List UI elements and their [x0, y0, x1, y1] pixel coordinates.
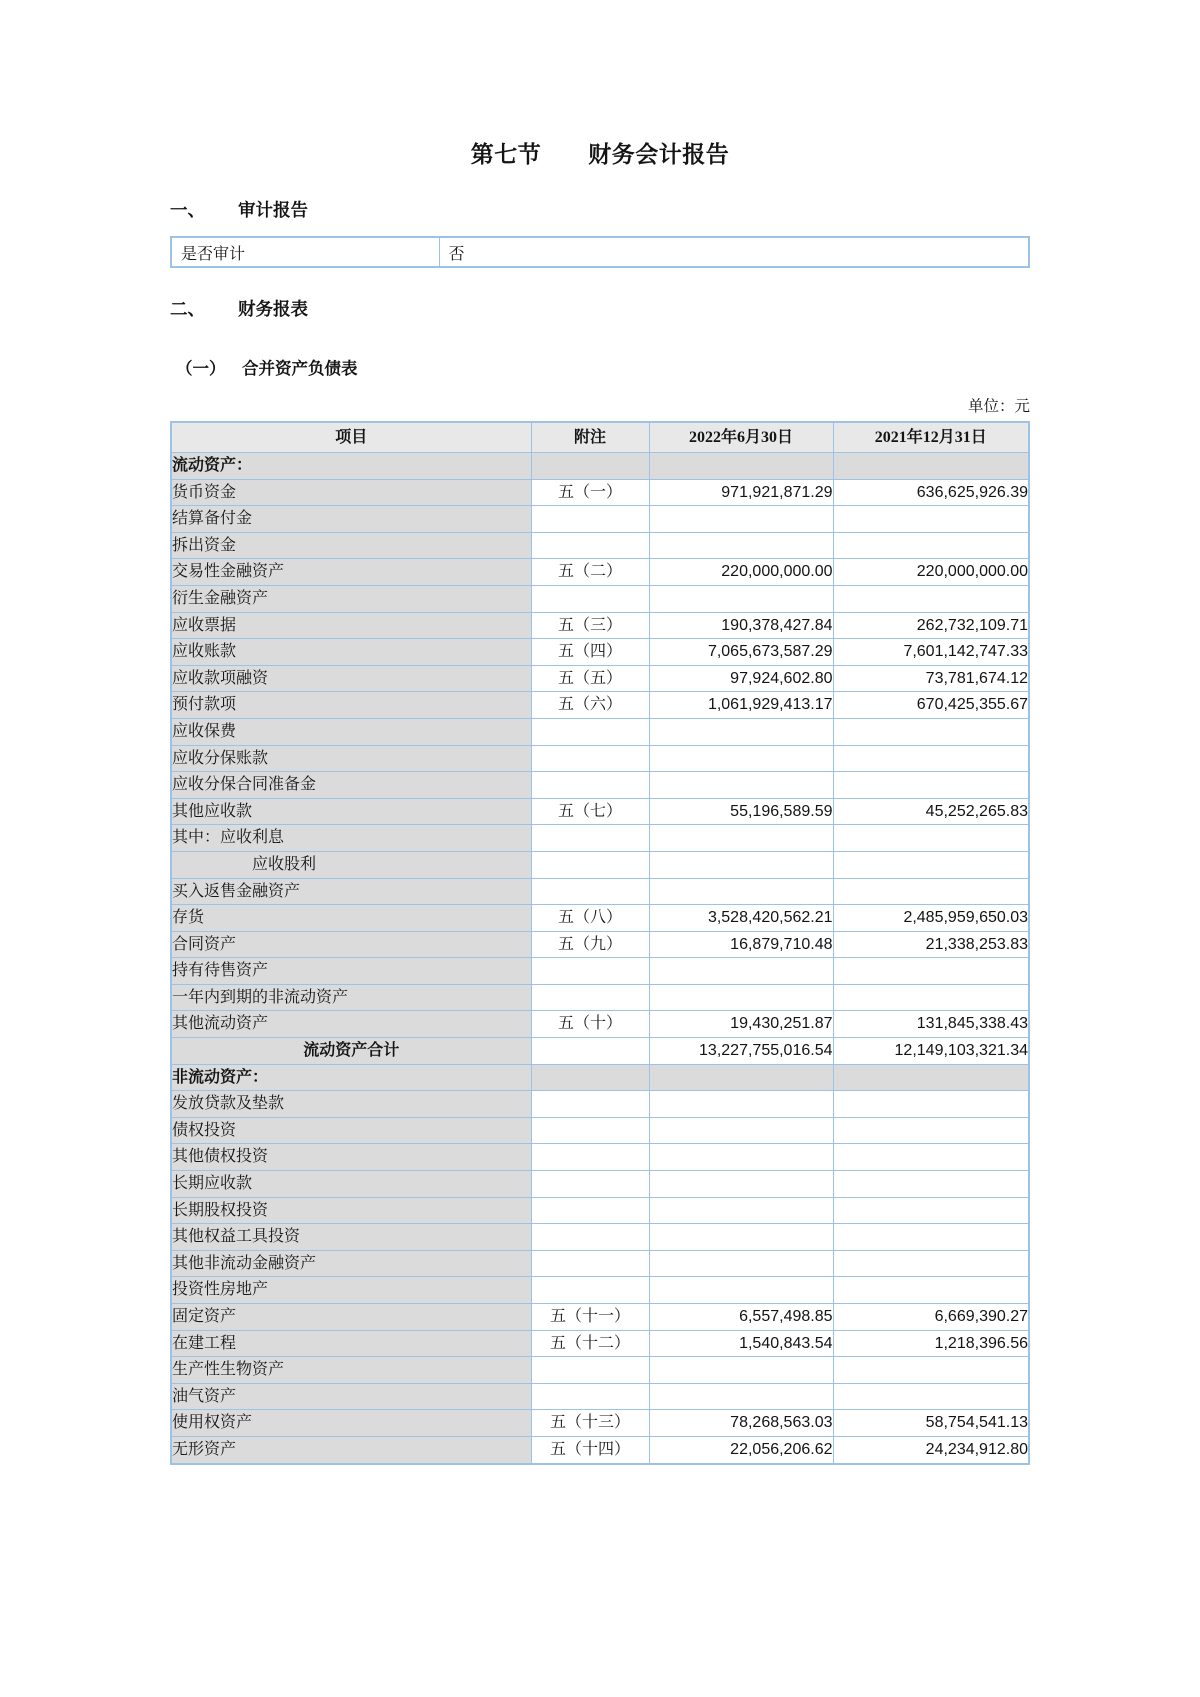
table-row: [171, 745, 1029, 772]
value-2021-cell: 21,338,253.83: [833, 931, 1029, 958]
note-cell: 五（三）: [531, 612, 649, 639]
value-2022-cell: [649, 1357, 833, 1384]
item-cell: 货币资金: [171, 479, 531, 506]
value-2021-cell: 73,781,674.12: [833, 665, 1029, 692]
value-2021-cell: 24,234,912.80: [833, 1436, 1029, 1463]
note-cell: [531, 772, 649, 799]
note-cell: [531, 1383, 649, 1410]
table-row: [171, 692, 1029, 719]
note-cell: 五（九）: [531, 931, 649, 958]
item-cell: 长期应收款: [171, 1171, 531, 1198]
balance-sheet-number: （一）: [176, 359, 226, 378]
table-row: [171, 1224, 1029, 1251]
item-cell: 存货: [171, 905, 531, 932]
note-cell: [531, 718, 649, 745]
note-cell: [531, 453, 649, 480]
note-cell: 五（五）: [531, 665, 649, 692]
value-2022-cell: [649, 585, 833, 612]
table-row: [171, 984, 1029, 1011]
table-row: [171, 1304, 1029, 1331]
value-2021-cell: 670,425,355.67: [833, 692, 1029, 719]
table-row: [171, 1064, 1029, 1091]
note-cell: [531, 1357, 649, 1384]
table-row: [171, 665, 1029, 692]
column-header: 2022年6月30日: [649, 422, 833, 453]
value-2022-cell: [649, 878, 833, 905]
note-cell: [531, 851, 649, 878]
table-row: [171, 958, 1029, 985]
value-2021-cell: 45,252,265.83: [833, 798, 1029, 825]
table-row: [171, 1357, 1029, 1384]
table-row: [171, 1011, 1029, 1038]
note-cell: 五（二）: [531, 559, 649, 586]
audit-answer-cell: 否: [439, 237, 1029, 267]
note-cell: [531, 585, 649, 612]
value-2022-cell: [649, 984, 833, 1011]
value-2021-cell: [833, 958, 1029, 985]
table-row: [171, 639, 1029, 666]
note-cell: [531, 984, 649, 1011]
value-2022-cell: [649, 1250, 833, 1277]
note-cell: [531, 532, 649, 559]
value-2021-cell: 7,601,142,747.33: [833, 639, 1029, 666]
balance-sheet-table: [170, 421, 1030, 1465]
note-cell: [531, 1144, 649, 1171]
note-cell: [531, 1197, 649, 1224]
note-cell: [531, 745, 649, 772]
item-cell: 发放贷款及垫款: [171, 1091, 531, 1118]
note-cell: 五（十三）: [531, 1410, 649, 1437]
item-cell: 持有待售资产: [171, 958, 531, 985]
item-cell: 其他应收款: [171, 798, 531, 825]
value-2021-cell: 2,485,959,650.03: [833, 905, 1029, 932]
value-2022-cell: [649, 772, 833, 799]
value-2022-cell: 190,378,427.84: [649, 612, 833, 639]
note-cell: 五（一）: [531, 479, 649, 506]
table-row: [171, 1091, 1029, 1118]
value-2021-cell: 12,149,103,321.34: [833, 1038, 1029, 1065]
value-2021-cell: [833, 1117, 1029, 1144]
balance-sheet-heading: [170, 355, 1030, 379]
note-cell: 五（四）: [531, 639, 649, 666]
note-cell: 五（十一）: [531, 1304, 649, 1331]
note-cell: 五（八）: [531, 905, 649, 932]
item-cell: 油气资产: [171, 1383, 531, 1410]
note-cell: [531, 1091, 649, 1118]
item-cell: 其他债权投资: [171, 1144, 531, 1171]
value-2022-cell: [649, 1383, 833, 1410]
value-2021-cell: [833, 585, 1029, 612]
value-2021-cell: [833, 1064, 1029, 1091]
table-row: [171, 506, 1029, 533]
value-2021-cell: [833, 851, 1029, 878]
value-2021-cell: [833, 1197, 1029, 1224]
value-2021-cell: [833, 825, 1029, 852]
note-cell: [531, 1250, 649, 1277]
note-cell: 五（七）: [531, 798, 649, 825]
audit-section-heading: [170, 197, 1030, 222]
value-2022-cell: [649, 506, 833, 533]
value-2021-cell: [833, 453, 1029, 480]
value-2022-cell: 55,196,589.59: [649, 798, 833, 825]
item-cell: 一年内到期的非流动资产: [171, 984, 531, 1011]
value-2022-cell: 971,921,871.29: [649, 479, 833, 506]
value-2021-cell: 262,732,109.71: [833, 612, 1029, 639]
note-cell: [531, 1277, 649, 1304]
table-row: [171, 718, 1029, 745]
note-cell: 五（六）: [531, 692, 649, 719]
table-row: [171, 1410, 1029, 1437]
statements-section-number: 二、: [170, 299, 205, 319]
audit-table: [170, 236, 1030, 268]
value-2021-cell: [833, 878, 1029, 905]
balance-sheet-title: 合并资产负债表: [242, 359, 358, 378]
balance-sheet-body: [171, 453, 1029, 1464]
table-row: [171, 851, 1029, 878]
note-cell: [531, 1038, 649, 1065]
statements-section-title: 财务报表: [238, 299, 308, 319]
value-2022-cell: 1,061,929,413.17: [649, 692, 833, 719]
note-cell: 五（十二）: [531, 1330, 649, 1357]
value-2022-cell: [649, 745, 833, 772]
item-cell: 流动资产合计: [171, 1038, 531, 1065]
value-2022-cell: [649, 1144, 833, 1171]
table-row: [171, 237, 1029, 267]
item-cell: 应收分保账款: [171, 745, 531, 772]
table-row: [171, 905, 1029, 932]
table-row: [171, 772, 1029, 799]
value-2021-cell: 220,000,000.00: [833, 559, 1029, 586]
table-row: [171, 612, 1029, 639]
item-cell: 其他非流动金融资产: [171, 1250, 531, 1277]
note-cell: [531, 878, 649, 905]
table-row: [171, 1144, 1029, 1171]
item-cell: 买入返售金融资产: [171, 878, 531, 905]
value-2022-cell: 22,056,206.62: [649, 1436, 833, 1463]
table-row: [171, 453, 1029, 480]
note-cell: [531, 1224, 649, 1251]
value-2022-cell: 16,879,710.48: [649, 931, 833, 958]
report-page: [170, 136, 1030, 1465]
value-2021-cell: [833, 718, 1029, 745]
value-2021-cell: [833, 1091, 1029, 1118]
table-row: [171, 559, 1029, 586]
note-cell: 五（十四）: [531, 1436, 649, 1463]
balance-sheet-header: [171, 422, 1029, 453]
item-cell: 拆出资金: [171, 532, 531, 559]
value-2021-cell: [833, 1357, 1029, 1384]
item-cell: 无形资产: [171, 1436, 531, 1463]
item-cell: 合同资产: [171, 931, 531, 958]
note-cell: [531, 958, 649, 985]
audit-question-cell: 是否审计: [171, 237, 439, 267]
value-2022-cell: [649, 453, 833, 480]
table-row: [171, 532, 1029, 559]
value-2021-cell: [833, 772, 1029, 799]
unit-note: 单位：元: [967, 398, 1030, 415]
value-2021-cell: [833, 1250, 1029, 1277]
table-row: [171, 825, 1029, 852]
item-cell: 其他流动资产: [171, 1011, 531, 1038]
item-cell: 应收账款: [171, 639, 531, 666]
table-row: [171, 1038, 1029, 1065]
value-2022-cell: [649, 1171, 833, 1198]
value-2022-cell: [649, 1064, 833, 1091]
audit-section-title: 审计报告: [238, 200, 308, 220]
item-cell: 生产性生物资产: [171, 1357, 531, 1384]
table-row: [171, 585, 1029, 612]
item-cell: 流动资产：: [171, 453, 531, 480]
value-2022-cell: [649, 958, 833, 985]
value-2021-cell: 1,218,396.56: [833, 1330, 1029, 1357]
value-2022-cell: 7,065,673,587.29: [649, 639, 833, 666]
column-header: 2021年12月31日: [833, 422, 1029, 453]
table-row: [171, 1436, 1029, 1463]
item-cell: 应收股利: [171, 851, 531, 878]
item-cell: 其他权益工具投资: [171, 1224, 531, 1251]
table-row: [171, 479, 1029, 506]
value-2021-cell: 6,669,390.27: [833, 1304, 1029, 1331]
value-2021-cell: [833, 532, 1029, 559]
audit-section-number: 一、: [170, 200, 205, 220]
note-cell: [531, 825, 649, 852]
value-2021-cell: [833, 1277, 1029, 1304]
item-cell: 固定资产: [171, 1304, 531, 1331]
value-2022-cell: [649, 851, 833, 878]
value-2022-cell: 19,430,251.87: [649, 1011, 833, 1038]
value-2022-cell: [649, 1277, 833, 1304]
value-2021-cell: 58,754,541.13: [833, 1410, 1029, 1437]
item-cell: 预付款项: [171, 692, 531, 719]
value-2022-cell: [649, 825, 833, 852]
value-2021-cell: [833, 1144, 1029, 1171]
value-2021-cell: [833, 984, 1029, 1011]
item-cell: 长期股权投资: [171, 1197, 531, 1224]
item-cell: 在建工程: [171, 1330, 531, 1357]
table-row: [171, 1197, 1029, 1224]
value-2022-cell: [649, 1197, 833, 1224]
value-2021-cell: 131,845,338.43: [833, 1011, 1029, 1038]
item-cell: 其中：应收利息: [171, 825, 531, 852]
value-2021-cell: [833, 1383, 1029, 1410]
note-cell: [531, 506, 649, 533]
value-2022-cell: [649, 1117, 833, 1144]
item-cell: 投资性房地产: [171, 1277, 531, 1304]
table-row: [171, 1383, 1029, 1410]
column-header: 附注: [531, 422, 649, 453]
item-cell: 应收保费: [171, 718, 531, 745]
header-row: [171, 422, 1029, 453]
table-row: [171, 1250, 1029, 1277]
value-2021-cell: [833, 1224, 1029, 1251]
value-2021-cell: [833, 745, 1029, 772]
item-cell: 应收分保合同准备金: [171, 772, 531, 799]
column-header: 项目: [171, 422, 531, 453]
value-2022-cell: [649, 718, 833, 745]
value-2022-cell: 1,540,843.54: [649, 1330, 833, 1357]
value-2022-cell: [649, 532, 833, 559]
value-2022-cell: 220,000,000.00: [649, 559, 833, 586]
table-row: [171, 1277, 1029, 1304]
table-row: [171, 931, 1029, 958]
value-2022-cell: 97,924,602.80: [649, 665, 833, 692]
table-row: [171, 798, 1029, 825]
value-2021-cell: [833, 1171, 1029, 1198]
value-2022-cell: 13,227,755,016.54: [649, 1038, 833, 1065]
value-2022-cell: [649, 1224, 833, 1251]
value-2022-cell: [649, 1091, 833, 1118]
page-title: 第七节 财务会计报告: [470, 142, 730, 167]
item-cell: 非流动资产：: [171, 1064, 531, 1091]
note-cell: [531, 1171, 649, 1198]
value-2022-cell: 6,557,498.85: [649, 1304, 833, 1331]
item-cell: 衍生金融资产: [171, 585, 531, 612]
item-cell: 债权投资: [171, 1117, 531, 1144]
statements-section-heading: [170, 296, 1030, 321]
item-cell: 使用权资产: [171, 1410, 531, 1437]
value-2022-cell: 3,528,420,562.21: [649, 905, 833, 932]
item-cell: 应收款项融资: [171, 665, 531, 692]
value-2022-cell: 78,268,563.03: [649, 1410, 833, 1437]
table-row: [171, 1330, 1029, 1357]
value-2021-cell: 636,625,926.39: [833, 479, 1029, 506]
note-cell: [531, 1064, 649, 1091]
table-row: [171, 1117, 1029, 1144]
item-cell: 交易性金融资产: [171, 559, 531, 586]
table-row: [171, 878, 1029, 905]
value-2021-cell: [833, 506, 1029, 533]
note-cell: 五（十）: [531, 1011, 649, 1038]
item-cell: 结算备付金: [171, 506, 531, 533]
note-cell: [531, 1117, 649, 1144]
item-cell: 应收票据: [171, 612, 531, 639]
table-row: [171, 1171, 1029, 1198]
